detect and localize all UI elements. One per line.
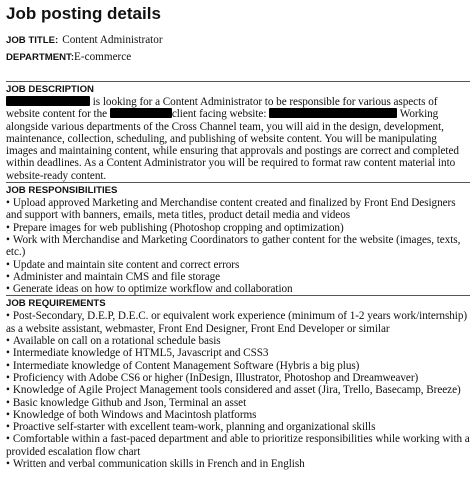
department-value: E-commerce	[74, 51, 132, 63]
job-title-row	[6, 33, 470, 48]
list-item: • Knowledge of both Windows and Macintosh platforms	[6, 408, 257, 421]
list-item: • Basic knowledge Github and Json, Terminal an asset	[6, 396, 247, 409]
requirements-list	[6, 310, 470, 470]
list-item: • Proficiency with Adobe CS6 or higher (InDesign, Illustrator, Photoshop and Dreamweaver)	[6, 371, 419, 384]
list-item: • Proactive self-starter with excellent team-work, planning and organizational skills	[6, 421, 376, 434]
list-item: • Update and maintain site content and correct errors	[6, 258, 240, 271]
job-responsibilities-heading: JOB RESPONSIBILITIES	[6, 182, 470, 197]
list-item: • Generate ideas on how to optimize workflow and collaboration	[6, 283, 293, 296]
job-description-heading: JOB DESCRIPTION	[6, 81, 470, 96]
list-item: • Intermediate knowledge of Content Management Software (Hybris a big plus)	[6, 359, 360, 372]
list-item: • Prepare images for web publishing (Photoshop cropping and optimization)	[6, 221, 344, 234]
list-item: • Available on call on a rotational schedule basis	[6, 335, 221, 348]
list-item: • Written and verbal communication skills in French and in English	[6, 458, 305, 471]
list-item: • Work with Merchandise and Marketing Coordinators to gather content for the website (images, texts, etc.)	[6, 233, 461, 259]
list-item: • Knowledge of Agile Project Management tools considered and asset (Jira, Trello, Basecamp, Breeze)	[6, 384, 461, 397]
job-description-text: is looking for a Content Administrator to be responsible for various aspects of website content for the client facing website: Working alongside various departments of the Cross Channel team, you will aid in the design, development, maintenance, collection, scheduling, and publishing of website content. You will be manipulating images and maintaining content, while ensuring that approvals and postings are correct and completed within deadlines. As a Content Administrator you will be required to format raw content material into website-ready content.	[6, 96, 459, 182]
list-item: • Administer and maintain CMS and file storage	[6, 270, 221, 283]
job-requirements-heading: JOB REQUIREMENTS	[6, 295, 470, 310]
list-item: • Post-Secondary, D.E.P, D.E.C. or equivalent work experience (minimum of 1-2 years work/internship) as a website assistant, webmaster, Front End Designer, Front End Developer or similar	[6, 310, 468, 335]
redacted-website-url	[269, 108, 397, 118]
department-row	[6, 50, 470, 65]
redacted-company-name	[6, 96, 90, 106]
list-item: • Upload approved Marketing and Merchandise content created and finalized by Front End Designers and support with banners, emails, meta titles, product detail media and videos	[6, 197, 456, 222]
page-title: Job posting details	[6, 4, 161, 23]
department-label: DEPARTMENT:	[6, 52, 75, 63]
list-item: • Intermediate knowledge of HTML5, Javascript and CSS3	[6, 347, 269, 360]
redacted-company-name	[110, 108, 172, 118]
job-posting	[6, 0, 470, 470]
list-item: • Comfortable within a fast-paced department and able to prioritize responsibilities while working with a provided escalation flow chart	[6, 433, 470, 458]
responsibilities-list	[6, 197, 470, 295]
job-title-label: JOB TITLE:	[6, 35, 59, 46]
job-title-value: Content Administrator	[62, 34, 163, 46]
